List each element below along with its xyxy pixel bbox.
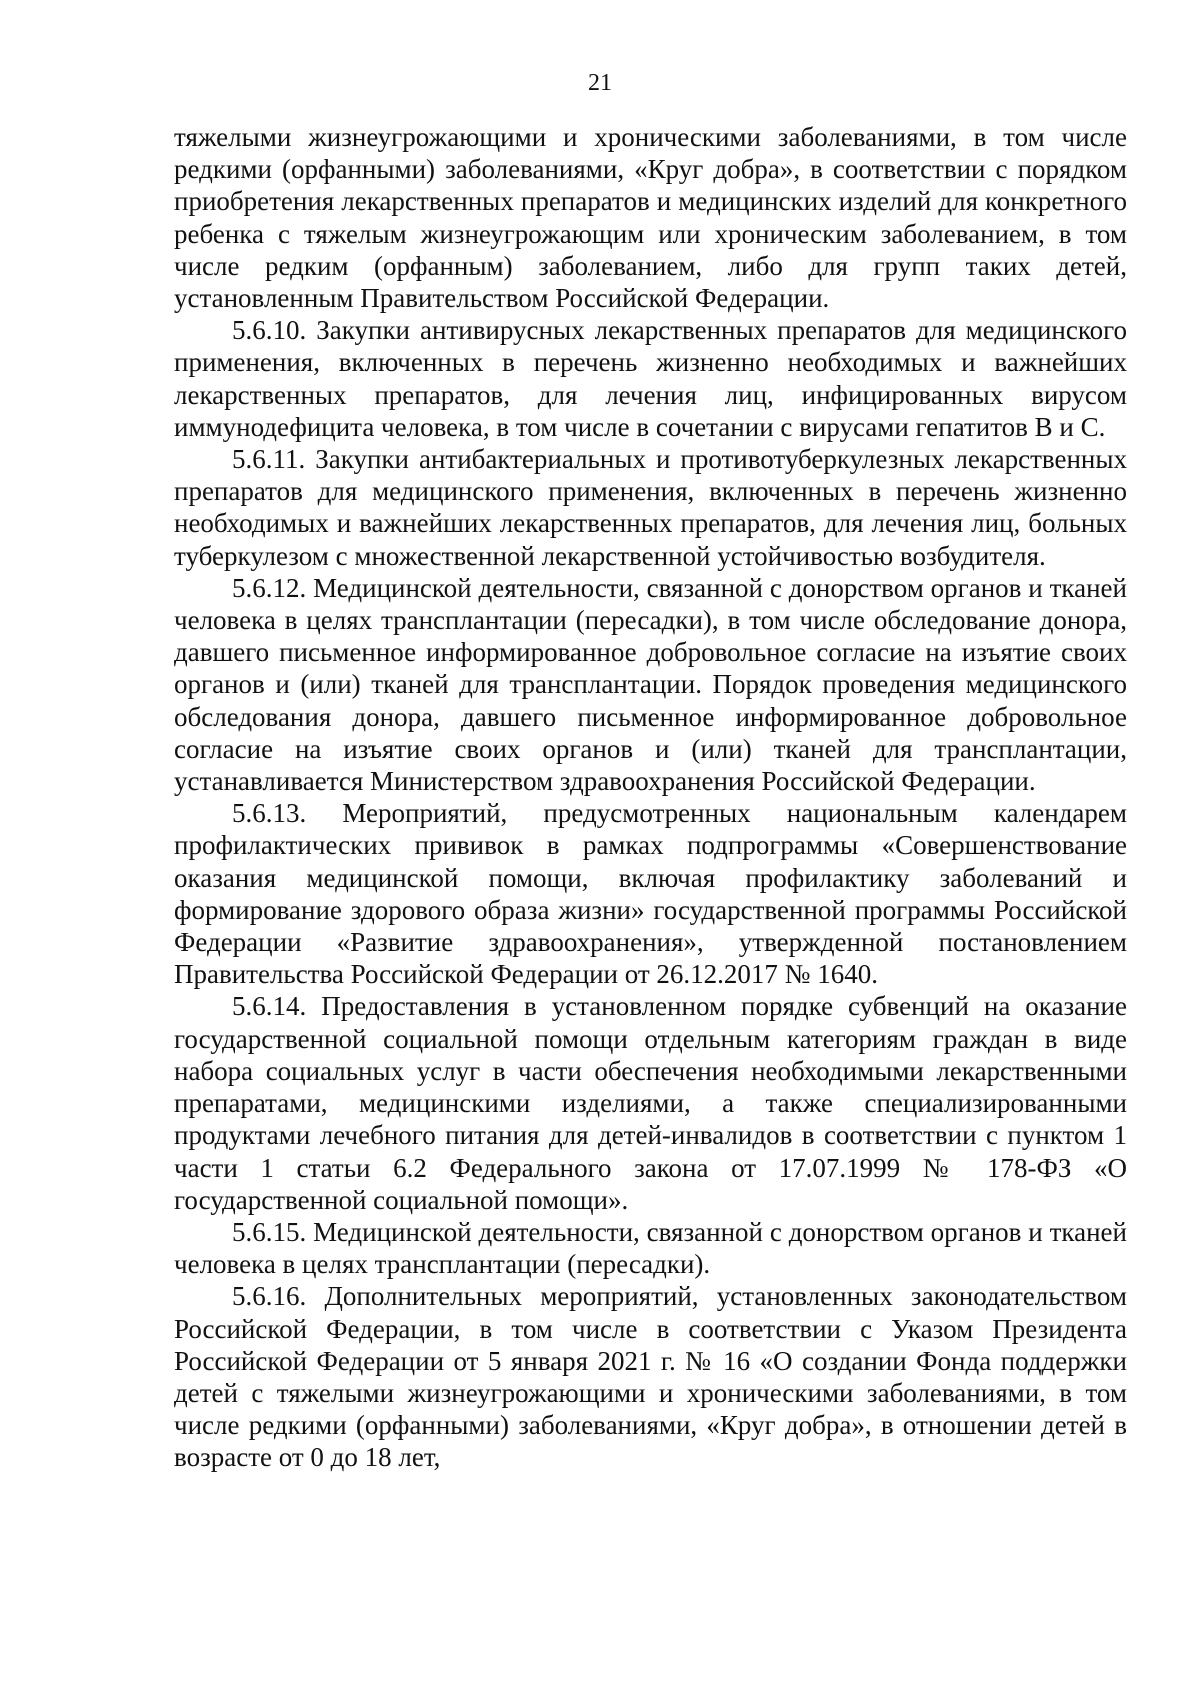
paragraph-5-6-14: 5.6.14. Предоставления в установленном порядке субвенций на оказание государственной социальной помощи отдельным категориям граждан в виде набора социальных услуг в части обеспечения необходимыми лекарственными препаратами, медицинскими изделиями, а также специализированными продуктами лечебного питания для детей-инвалидов в соответствии с пунктом 1 части 1 статьи 6.2 Федерального закона от 17.07.1999 № 178-ФЗ «О государственной социальной помощи». bbox=[174, 991, 1127, 1215]
paragraph-5-6-11: 5.6.11. Закупки антибактериальных и противотуберкулезных лекарственных препаратов для медицинского применения, включенных в перечень жизненно необходимых и важнейших лекарственных препаратов, для лечения лиц, больных туберкулезом с множественной лекарственной устойчивостью возбудителя. bbox=[174, 444, 1127, 571]
paragraph-5-6-15: 5.6.15. Медицинской деятельности, связанной с донорством органов и тканей человека в целях трансплантации (пересадки). bbox=[174, 1216, 1127, 1280]
paragraph-5-6-16: 5.6.16. Дополнительных мероприятий, установленных законодательством Российской Федерации, в том числе в соответствии с Указом Президента Российской Федерации от 5 января 2021 г. № 16 «О создании Фонда поддержки детей с тяжелыми жизнеугрожающими и хроническими заболеваниями, в том числе редкими (орфанными) заболеваниями, «Круг добра», в отношении детей в возрасте от 0 до 18 лет, bbox=[174, 1281, 1127, 1473]
paragraph-5-6-13: 5.6.13. Мероприятий, предусмотренных национальным календарем профилактических прививок в рамках подпрограммы «Совершенствование оказания медицинской помощи, включая профилактику заболеваний и формирование здорового образа жизни» государственной программы Российской Федерации «Развитие здравоохранения», утвержденной постановлением Правительства Российской Федерации от 26.12.2017 № 1640. bbox=[174, 798, 1127, 990]
page-number: 21 bbox=[588, 70, 612, 96]
paragraph-5-6-12: 5.6.12. Медицинской деятельности, связанной с донорством органов и тканей человека в целях трансплантации (пересадки), в том числе обследование донора, давшего письменное информированное добровольное согласие на изъятие своих органов и (или) тканей для трансплантации. Порядок проведения медицинского обследования донора, давшего письменное информированное добровольное согласие на изъятие своих органов и (или) тканей для трансплантации, устанавливается Министерством здравоохранения Российской Федерации. bbox=[174, 572, 1127, 797]
paragraph-continuation: тяжелыми жизнеугрожающими и хроническими заболеваниями, в том числе редкими (орфанными) заболеваниями, «Круг добра», в соответствии с порядком приобретения лекарственных препаратов и медицинских изделий для конкретного ребенка с тяжелым жизнеугрожающим или хроническим заболеванием, в том числе редким (орфанным) заболеванием, либо для групп таких детей, установленным Правительством Российской Федерации. bbox=[174, 122, 1127, 314]
document-body bbox=[174, 121, 1127, 1474]
paragraph-5-6-10: 5.6.10. Закупки антивирусных лекарственных препаратов для медицинского применения, включенных в перечень жизненно необходимых и важнейших лекарственных препаратов, для лечения лиц, инфицированных вирусом иммунодефицита человека, в том числе в сочетании с вирусами гепатитов B и C. bbox=[174, 315, 1127, 442]
